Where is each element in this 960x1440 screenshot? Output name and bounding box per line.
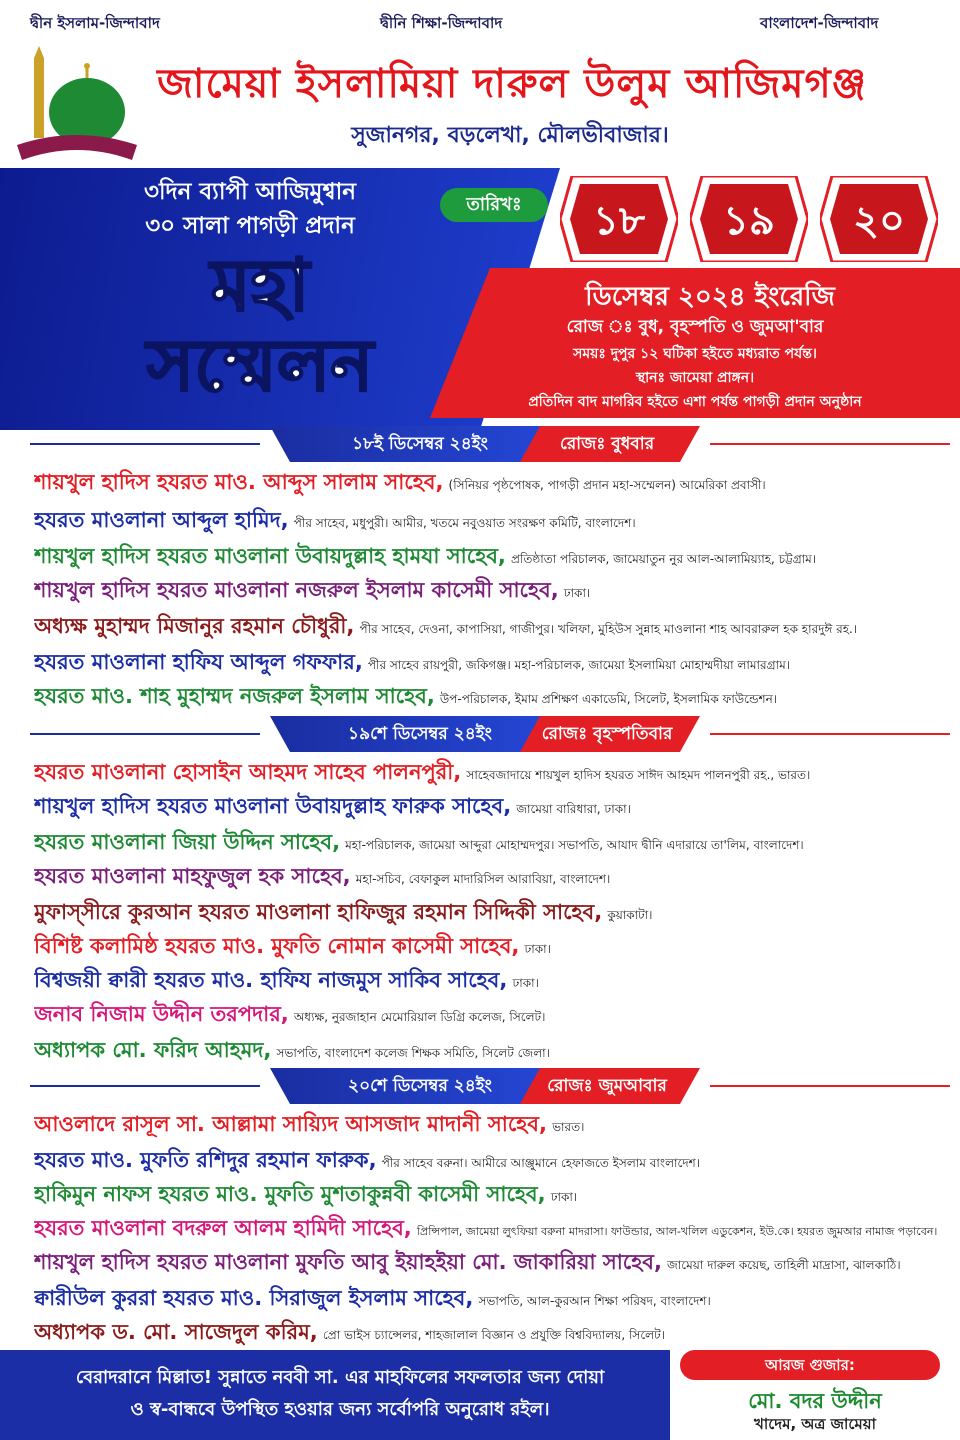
guest-name: হযরত মাওলানা জিয়া উদ্দিন সাহেব, [34,830,341,854]
guest-desc: সভাপতি, বাংলাদেশ কলেজ শিক্ষক সমিতি, সিলেট জেলা। [276,1046,550,1060]
guest-row [34,1108,944,1143]
guest-row [34,860,944,895]
day-3-roz: রোজঃ জুমআবার [547,1076,667,1096]
slogan-left: দ্বীন ইসলাম-জিন্দাবাদ [30,14,160,32]
event-daily-program: প্রতিদিন বাদ মাগরিব হইতে এশা পর্যন্ত পাগড়ী প্রদান অনুষ্ঠান [528,394,862,410]
guest-name: হযরত মাওলানা হোসাইন আহমদ সাহেব পালনপুরী, [34,760,462,784]
guest-desc: ঢাকা। [550,1190,578,1204]
footer-message-1: বেরাদরানে মিল্লাত! সুন্নাতে নববী সা. এর মাহফিলের সফলতার জন্য দোয়া [75,1367,605,1388]
guest-row [34,1212,944,1247]
date-box-1 [560,176,678,262]
guest-row [34,896,944,931]
guest-name: আওলাদে রাসূল সা. আল্লামা সায়্যিদ আসজাদ মাদানী সাহেব, [34,1112,547,1136]
guest-desc: অধ্যক্ষ, নুরজাহান মেমোরিয়াল ডিগ্রি কলেজ, সিলেট। [293,1010,546,1024]
day-2-roz: রোজঃ বৃহস্পতিবার [541,724,673,744]
guest-row [34,1246,944,1281]
guest-row [34,756,944,791]
slogan-center: দ্বীনি শিক্ষা-জিন্দাবাদ [380,14,503,32]
event-month: ডিসেম্বর ২০২৪ ইংরেজি [585,282,835,312]
guest-desc: প্রিন্সিপাল, জামেয়া লুৎফিয়া বরুনা মাদরাসা। ফাউন্ডার, আল-খলিল এডুকেশন, ইউ.কে। হযরত জুমআর নামাজ পড়াবেন। [416,1225,938,1238]
guest-desc: মহা-পরিচালক, জামেয়া আব্দুরা মোহাম্মদপুর। সভাপতি, আযাদ দ্বীনি এদারায়ে তা'লিম, বাংলাদেশ। [345,838,804,852]
guest-desc: জামেয়া বারিধারা, ঢাকা। [516,802,631,816]
guest-desc: মহা-সচিব, বেফাকুল মাদারিসিল আরাবিয়া, বাংলাদেশ। [355,872,611,886]
madrasa-title: জামেয়া ইসলামিয়া দারুল উলুম আজিমগঞ্জ [157,61,867,107]
day-1-roz: রোজঃ বুধবার [559,434,655,454]
guest-row [34,504,944,539]
day-3-header [270,1068,700,1104]
guest-name: হযরত মাওলানা হাফিয আব্দুল গফফার, [34,650,363,674]
guest-row [34,574,944,609]
guest-desc: ঢাকা। [512,976,539,990]
guest-desc: সভাপতি, আল-কুরআন শিক্ষা পরিষদ, বাংলাদেশ। [478,1294,711,1308]
guest-desc: পীর সাহেব রায়পুরী, জকিগঞ্জ। মহা-পরিচালক, জামেয়া ইসলামিয়া মোহাম্মদীয়া লামারগ্রাম। [367,658,791,672]
guest-row [34,998,944,1033]
guest-name: হযরত মাওলানা আব্দুল হামিদ, [34,508,289,532]
guest-desc: প্রতিষ্ঠাতা পরিচালক, জামেয়াতুন নুর আল-আলামিয়্যাহ, চট্টগ্রাম। [511,552,817,566]
day-1-date: ১৮ই ডিসেম্বর ২৪ইং [352,434,488,454]
guest-name: হযরত মাওলানা বদরুল আলম হামিদী সাহেব, [34,1216,412,1240]
guest-name: বিশ্বজয়ী ক্বারী হযরত মাও. হাফিয নাজমুস সাকিব সাহেব, [34,968,508,992]
guest-row [34,466,944,501]
guest-name: অধ্যক্ষ মুহাম্মদ মিজানুর রহমান চৌধুরী, [34,614,355,638]
guest-row [34,1144,944,1179]
guest-row [34,790,944,825]
big-title-art [70,240,450,410]
big-title-line-1: মহা [210,243,310,327]
event-time: সময়ঃ দুপুর ১২ ঘটিকা হইতে মধ্যরাত পর্যন্ত। [573,346,817,362]
banner-line-2: ৩০ সালা পাগড়ী প্রদান [145,213,355,239]
madrasa-address: সুজানগর, বড়লেখা, মৌলভীবাজার। [351,123,669,148]
slogan-right: বাংলাদেশ-জিন্দাবাদ [760,14,879,32]
date-label: তারিখঃ [440,188,548,222]
guest-row [34,610,944,645]
guest-desc: ঢাকা। [524,942,551,956]
guest-name: মুফাস্সীরে কুরআন হযরত মাওলানা হাফিজুর রহমান সিদ্দিকী সাহেব, [34,900,603,924]
date-3: ২০ [852,198,906,244]
signature-role: খাদেম, অত্র জামেয়া [754,1415,876,1433]
guest-row [34,646,944,681]
guest-row [34,1316,944,1351]
guest-row [34,930,944,965]
guest-desc: পীর সাহেব, মধুপুরী। আমীর, খতমে নবুওয়াত সংরক্ষণ কমিটি, বাংলাদেশ। [293,516,636,530]
guest-name: শায়খুল হাদিস হযরত মাও. আব্দুস সালাম সাহেব, [34,470,444,494]
guest-name: ক্বারীউল কুররা হযরত মাও. সিরাজুল ইসলাম সাহেব, [34,1286,474,1310]
day-1-header [270,426,700,462]
guest-desc: ভারত। [552,1120,585,1134]
guest-row [34,1178,944,1213]
signature-label: আরজ গুজার: [680,1350,940,1380]
date-box-2 [690,176,808,262]
guest-desc: প্রো ভাইস চ্যান্সেলর, শাহজালাল বিজ্ঞান ও প্রযুক্তি বিশ্ববিদ্যালয়, সিলেট। [322,1328,665,1342]
guest-name: হাকিমুন নাফস হযরত মাও. মুফতি মুশতাকুন্নবী কাসেমী সাহেব, [34,1182,546,1206]
date-box-3 [820,176,938,262]
guest-name: অধ্যাপক মো. ফরিদ আহমদ, [34,1038,272,1062]
guest-row [34,680,944,715]
guest-row [34,1034,944,1069]
footer-message [20,1362,660,1426]
guest-desc: পীর সাহেব বরুনা। আমীরে আঞ্জুমানে হেফাজতে ইসলাম বাংলাদেশ। [381,1156,701,1170]
guest-desc: পীর সাহেব, দেওনা, কাপাসিয়া, গাজীপুর। খলিফা, মুহিউস সুন্নাহ মাওলানা শাহ আবরারুল হক হারদুঈ রহ.। [359,622,858,636]
footer-message-2: ও স্ব-বান্ধবে উপস্থিত হওয়ার জন্য সর্বোপরি অনুরোধ রইল। [130,1399,550,1420]
guest-name: শায়খুল হাদিস হযরত মাওলানা নজরুল ইসলাম কাসেমী সাহেব, [34,578,559,602]
guest-name: বিশিষ্ট কলামিষ্ঠ হযরত মাও. মুফতি নোমান কাসেমী সাহেব, [34,934,520,958]
guest-name: শায়খুল হাদিস হযরত মাওলানা উবায়দুল্লাহ হামযা সাহেব, [34,544,506,568]
guest-desc: উপ-পরিচালক, ইমাম প্রশিক্ষণ একাডেমি, সিলেট, ইসলামিক ফাউন্ডেশন। [439,692,778,706]
guest-row [34,1282,944,1317]
guest-name: জনাব নিজাম উদ্দীন তরপদার, [34,1002,289,1026]
guest-desc: কুয়াকাটা। [607,908,653,922]
guest-name: হযরত মাওলানা মাহফুজুল হক সাহেব, [34,864,351,888]
day-2-date: ১৯শে ডিসেম্বর ২৪ইং [348,724,492,744]
event-venue: স্থানঃ জামেয়া প্রাঙ্গন। [635,370,755,386]
day-2-header [270,716,700,752]
guest-name: শায়খুল হাদিস হযরত মাওলানা উবায়দুল্লাহ ফারুক সাহেব, [34,794,512,818]
guest-row [34,826,944,861]
guest-desc: (সিনিয়র পৃষ্ঠপোষক, পাগড়ী প্রদান মহা-সম্মেলন) আমেরিকা প্রবাসী। [448,478,766,492]
guest-name: হযরত মাও. শাহ মুহাম্মদ নজরুল ইসলাম সাহেব, [34,684,435,708]
signature-name: মো. বদর উদ্দীন [748,1389,882,1413]
banner-line-1: ৩দিন ব্যাপী আজিমুশ্বান [144,179,356,205]
day-3-date: ২০শে ডিসেম্বর ২৪ইং [348,1076,492,1096]
date-2: ১৯ [723,198,775,244]
date-1: ১৮ [593,198,645,244]
guest-desc: ঢাকা। [563,586,591,600]
event-days: রোজ ঃ বুধ, বৃহস্পতি ও জুমআ'বার [566,317,824,337]
banner-intro [70,175,430,243]
guest-name: শায়খুল হাদিস হযরত মাওলানা মুফতি আবু ইয়াহইয়া মো. জাকারিয়া সাহেব, [34,1250,662,1274]
guest-row [34,964,944,999]
guest-row [34,540,944,575]
guest-desc: সাহেবজাদায়ে শায়খুল হাদিস হযরত সাঈদ আহমদ পালনপুরী রহ., ভারত। [466,768,811,782]
guest-name: হযরত মাও. মুফতি রশিদুর রহমান ফারুক, [34,1148,377,1172]
guest-desc: জামেয়া দারুল কয়েছ, তাহিলী মাদ্রাসা, ঝালকাঠি। [667,1258,901,1272]
big-title-line-2: সম্মেলন [146,323,374,407]
guest-name: অধ্যাপক ড. মো. সাজেদুল করিম, [34,1320,318,1344]
